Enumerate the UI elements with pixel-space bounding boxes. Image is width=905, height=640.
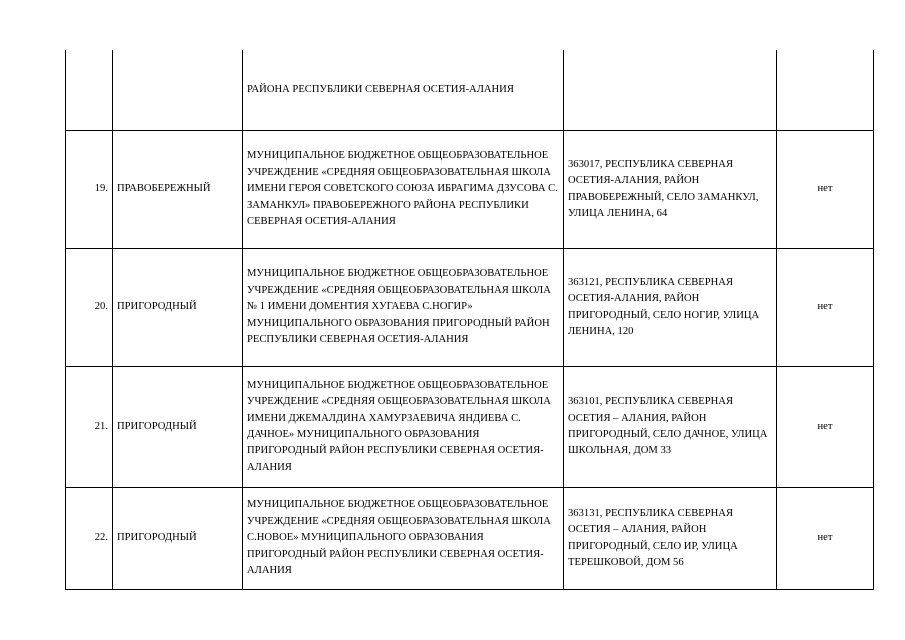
- flag-cell: нет: [777, 488, 874, 590]
- school-name-cell: РАЙОНА РЕСПУБЛИКИ СЕВЕРНАЯ ОСЕТИЯ-АЛАНИЯ: [243, 50, 564, 131]
- address-cell: 363017, РЕСПУБЛИКА СЕВЕРНАЯ ОСЕТИЯ-АЛАНИЯ, РАЙОН ПРАВОБЕРЕЖНЫЙ, СЕЛО ЗАМАНКУЛ, УЛИЦА ЛЕНИНА, 64: [564, 131, 777, 249]
- row-number-cell: 21.: [66, 367, 113, 488]
- flag-cell: нет: [777, 249, 874, 367]
- table-row: [66, 488, 874, 590]
- row-number-cell: [66, 50, 113, 131]
- district-cell: ПРАВОБЕРЕЖНЫЙ: [113, 131, 243, 249]
- table-row: [66, 131, 874, 249]
- school-name-cell: МУНИЦИПАЛЬНОЕ БЮДЖЕТНОЕ ОБЩЕОБРАЗОВАТЕЛЬНОЕ УЧРЕЖДЕНИЕ «СРЕДНЯЯ ОБЩЕОБРАЗОВАТЕЛЬНАЯ ШКОЛА С.НОВОЕ» МУНИЦИПАЛЬНОГО ОБРАЗОВАНИЯ ПРИГОРОДНЫЙ РАЙОН РЕСПУБЛИКИ СЕВЕРНАЯ ОСЕТИЯ-АЛАНИЯ: [243, 488, 564, 590]
- district-cell: ПРИГОРОДНЫЙ: [113, 488, 243, 590]
- row-number-cell: 20.: [66, 249, 113, 367]
- school-name-cell: МУНИЦИПАЛЬНОЕ БЮДЖЕТНОЕ ОБЩЕОБРАЗОВАТЕЛЬНОЕ УЧРЕЖДЕНИЕ «СРЕДНЯЯ ОБЩЕОБРАЗОВАТЕЛЬНАЯ ШКОЛА ИМЕНИ ГЕРОЯ СОВЕТСКОГО СОЮЗА ИБРАГИМА ДЗУСОВА С. ЗАМАНКУЛ» ПРАВОБЕРЕЖНОГО РАЙОНА РЕСПУБЛИКИ СЕВЕРНАЯ ОСЕТИЯ-АЛАНИЯ: [243, 131, 564, 249]
- district-cell: ПРИГОРОДНЫЙ: [113, 249, 243, 367]
- row-number-cell: 22.: [66, 488, 113, 590]
- schools-table: [65, 50, 874, 590]
- address-cell: [564, 50, 777, 131]
- address-cell: 363101, РЕСПУБЛИКА СЕВЕРНАЯ ОСЕТИЯ – АЛАНИЯ, РАЙОН ПРИГОРОДНЫЙ, СЕЛО ДАЧНОЕ, УЛИЦА ШКОЛЬНАЯ, ДОМ 33: [564, 367, 777, 488]
- district-cell: [113, 50, 243, 131]
- address-cell: 363131, РЕСПУБЛИКА СЕВЕРНАЯ ОСЕТИЯ – АЛАНИЯ, РАЙОН ПРИГОРОДНЫЙ, СЕЛО ИР, УЛИЦА ТЕРЕШКОВОЙ, ДОМ 56: [564, 488, 777, 590]
- flag-cell: нет: [777, 367, 874, 488]
- row-number-cell: 19.: [66, 131, 113, 249]
- flag-cell: [777, 50, 874, 131]
- district-cell: ПРИГОРОДНЫЙ: [113, 367, 243, 488]
- table-row-continuation: [66, 50, 874, 131]
- table-row: [66, 249, 874, 367]
- flag-cell: нет: [777, 131, 874, 249]
- address-cell: 363121, РЕСПУБЛИКА СЕВЕРНАЯ ОСЕТИЯ-АЛАНИЯ, РАЙОН ПРИГОРОДНЫЙ, СЕЛО НОГИР, УЛИЦА ЛЕНИНА, 120: [564, 249, 777, 367]
- school-name-cell: МУНИЦИПАЛЬНОЕ БЮДЖЕТНОЕ ОБЩЕОБРАЗОВАТЕЛЬНОЕ УЧРЕЖДЕНИЕ «СРЕДНЯЯ ОБЩЕОБРАЗОВАТЕЛЬНАЯ ШКОЛА № 1 ИМЕНИ ДОМЕНТИЯ ХУГАЕВА С.НОГИР» МУНИЦИПАЛЬНОГО ОБРАЗОВАНИЯ ПРИГОРОДНЫЙ РАЙОН РЕСПУБЛИКИ СЕВЕРНАЯ ОСЕТИЯ-АЛАНИЯ: [243, 249, 564, 367]
- school-name-cell: МУНИЦИПАЛЬНОЕ БЮДЖЕТНОЕ ОБЩЕОБРАЗОВАТЕЛЬНОЕ УЧРЕЖДЕНИЕ «СРЕДНЯЯ ОБЩЕОБРАЗОВАТЕЛЬНАЯ ШКОЛА ИМЕНИ ДЖЕМАЛДИНА ХАМУРЗАЕВИЧА ЯНДИЕВА С. ДАЧНОЕ» МУНИЦИПАЛЬНОГО ОБРАЗОВАНИЯ ПРИГОРОДНЫЙ РАЙОН РЕСПУБЛИКИ СЕВЕРНАЯ ОСЕТИЯ-АЛАНИЯ: [243, 367, 564, 488]
- table-row: [66, 367, 874, 488]
